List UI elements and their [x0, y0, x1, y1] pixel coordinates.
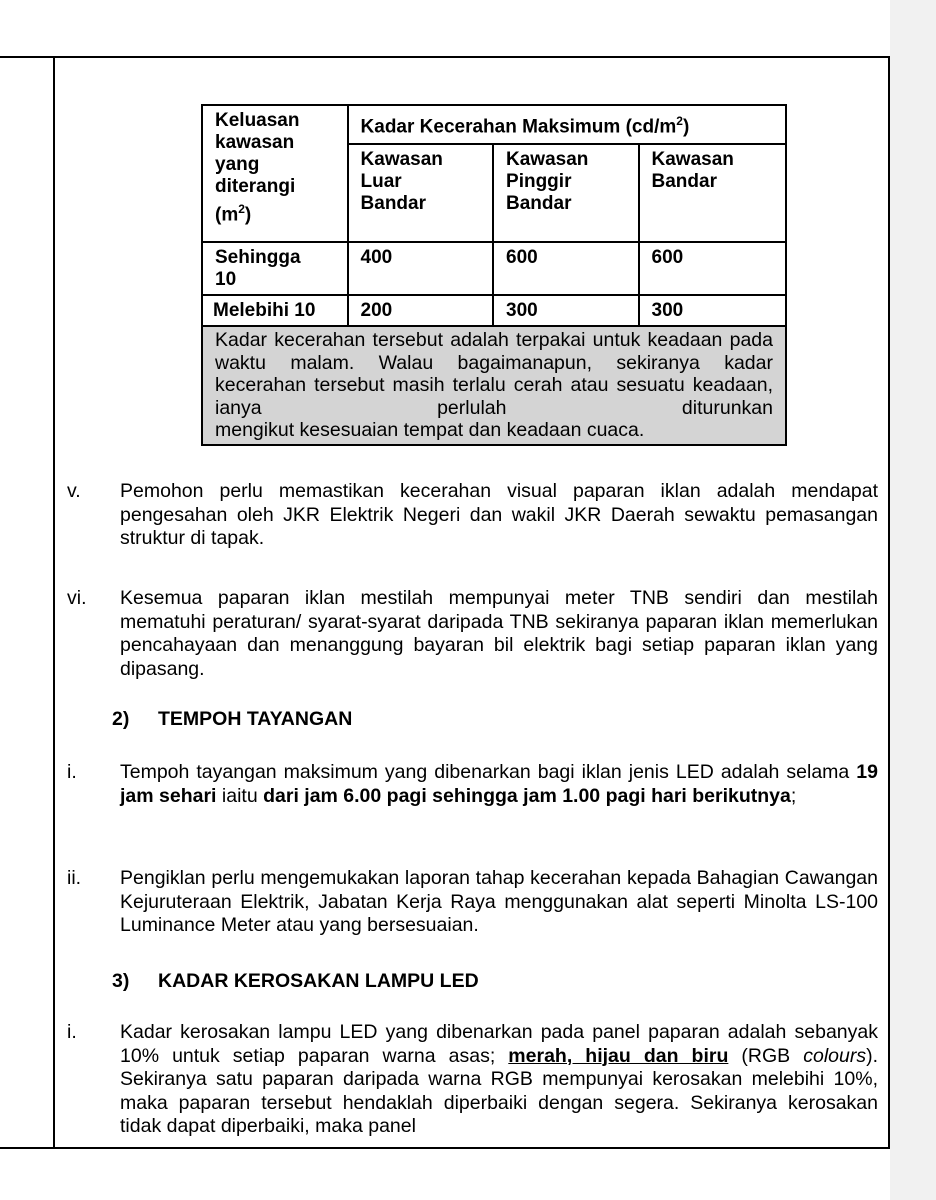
item-number: v. [67, 480, 81, 502]
area-header-line: kawasan [215, 132, 295, 153]
table-row [202, 295, 786, 326]
cell-value: 400 [348, 242, 493, 295]
frame-bottom-border [0, 1147, 890, 1149]
item-text: Pengiklan perlu mengemukakan laporan tahap kecerahan kepada Bahagian Cawangan Kejuruteraan Elektrik, Jabatan Kerja Raya menggunakan alat seperti Minolta LS-100 Luminance Meter atau yang bersesuaian. [120, 867, 878, 936]
item-text: Pemohon perlu memastikan kecerahan visual paparan iklan adalah mendapat pengesahan oleh JKR Elektrik Negeri dan wakil JKR Daerah sewaktu pemasangan struktur di tapak. [120, 480, 878, 549]
row-label-line: 10 [215, 269, 237, 291]
text-run-bold: dari jam 6.00 pagi sehingga jam 1.00 pagi hari berikutnya [263, 784, 791, 807]
area-header-line: Keluasan [215, 110, 300, 131]
subheader-line: Kawasan [651, 149, 734, 171]
cell-value: 200 [348, 295, 493, 326]
area-header-line: diterangi [215, 176, 296, 197]
cell-value: 600 [639, 242, 787, 295]
area-header-unit-end: ) [244, 204, 252, 226]
item-text [120, 761, 878, 808]
text-run-bold: 19 jam sehari [120, 761, 878, 807]
list-item [60, 480, 878, 551]
subheader-line: Kawasan [506, 149, 589, 171]
area-header-unit: (m [215, 204, 239, 226]
text-run: ). Sekiranya satu paparan daripada warna RGB mempunyai kerosakan melebihi 10%, maka paparan tersebut hendaklah diperbaiki dengan segera. Sekiranya kerosakan tidak dapat diperbaiki, maka panel [120, 1044, 879, 1137]
subheader-suburban [493, 144, 638, 242]
max-brightness-header-sup: 2 [676, 114, 683, 128]
subheader-line: Bandar [651, 171, 717, 193]
subheader-rural [348, 144, 493, 242]
area-header-unit-sup: 2 [238, 202, 245, 216]
text-run: Kadar kerosakan lampu LED yang dibenarkan pada panel paparan adalah sebanyak 10% untuk setiap paparan warna asas; [120, 1021, 878, 1067]
max-brightness-header-text: Kadar Kecerahan Maksimum (cd/m [360, 116, 677, 138]
section-number: 2) [112, 708, 130, 730]
table-note-last-line: mengikut kesesuaian tempat dan keadaan cuaca. [215, 419, 645, 442]
item-number: ii. [67, 867, 82, 889]
subheader-line: Pinggir [506, 171, 572, 193]
text-run: iaitu [216, 784, 264, 807]
text-run: (RGB [728, 1044, 804, 1067]
section-number: 3) [112, 970, 130, 992]
item-number: i. [67, 761, 77, 783]
cell-value: 600 [493, 242, 638, 295]
row-label [202, 242, 348, 295]
area-header-line: yang [215, 154, 260, 175]
text-run-bold-underline: merah, hijau dan biru [508, 1044, 729, 1067]
subheader-line: Bandar [506, 193, 572, 215]
max-brightness-header-end: ) [682, 116, 690, 138]
frame-left-border [53, 56, 55, 1149]
subheader-line: Kawasan [360, 149, 443, 171]
page-margin-shadow [890, 0, 936, 1200]
item-text: Kesemua paparan iklan mestilah mempunyai meter TNB sendiri dan mestilah mematuhi peraturan/ syarat-syarat daripada TNB sekiranya paparan iklan memerlukan pencahayaan dan menanggung bayaran bil elektrik bagi setiap paparan iklan yang dipasang. [120, 587, 878, 680]
list-item [60, 867, 878, 938]
text-run: ; [790, 784, 797, 807]
text-run: Tempoh tayangan maksimum yang dibenarkan bagi iklan jenis LED adalah selama [120, 761, 857, 783]
text-run-italic: colours [803, 1044, 867, 1067]
subheader-urban [639, 144, 787, 242]
section-heading [112, 970, 479, 993]
item-number: i. [67, 1021, 77, 1043]
area-header-cell [202, 105, 348, 242]
subheader-line: Luar [360, 171, 402, 193]
row-label: Melebihi 10 [202, 295, 348, 326]
section-heading [112, 708, 352, 731]
item-number: vi. [67, 587, 87, 609]
list-item [60, 587, 878, 681]
subheader-line: Bandar [360, 193, 426, 215]
table-note [202, 326, 786, 445]
section-title: TEMPOH TAYANGAN [158, 708, 353, 730]
frame-top-border [0, 56, 890, 58]
item-text [120, 1021, 878, 1139]
row-label-line: Sehingga [215, 247, 301, 269]
list-item [60, 761, 878, 808]
frame-right-border [888, 56, 890, 1149]
brightness-table [201, 104, 787, 446]
cell-value: 300 [639, 295, 787, 326]
cell-value: 300 [493, 295, 638, 326]
max-brightness-header [348, 105, 786, 144]
table-row [202, 242, 786, 295]
list-item [60, 1021, 878, 1139]
table-note-text: Kadar kecerahan tersebut adalah terpakai untuk keadaan pada waktu malam. Walau bagaimanapun, sekiranya kadar kecerahan tersebut masih terlalu cerah atau sesuatu keadaan, ianya perlulah diturunkan [215, 329, 773, 419]
section-title: KADAR KEROSAKAN LAMPU LED [158, 970, 479, 992]
